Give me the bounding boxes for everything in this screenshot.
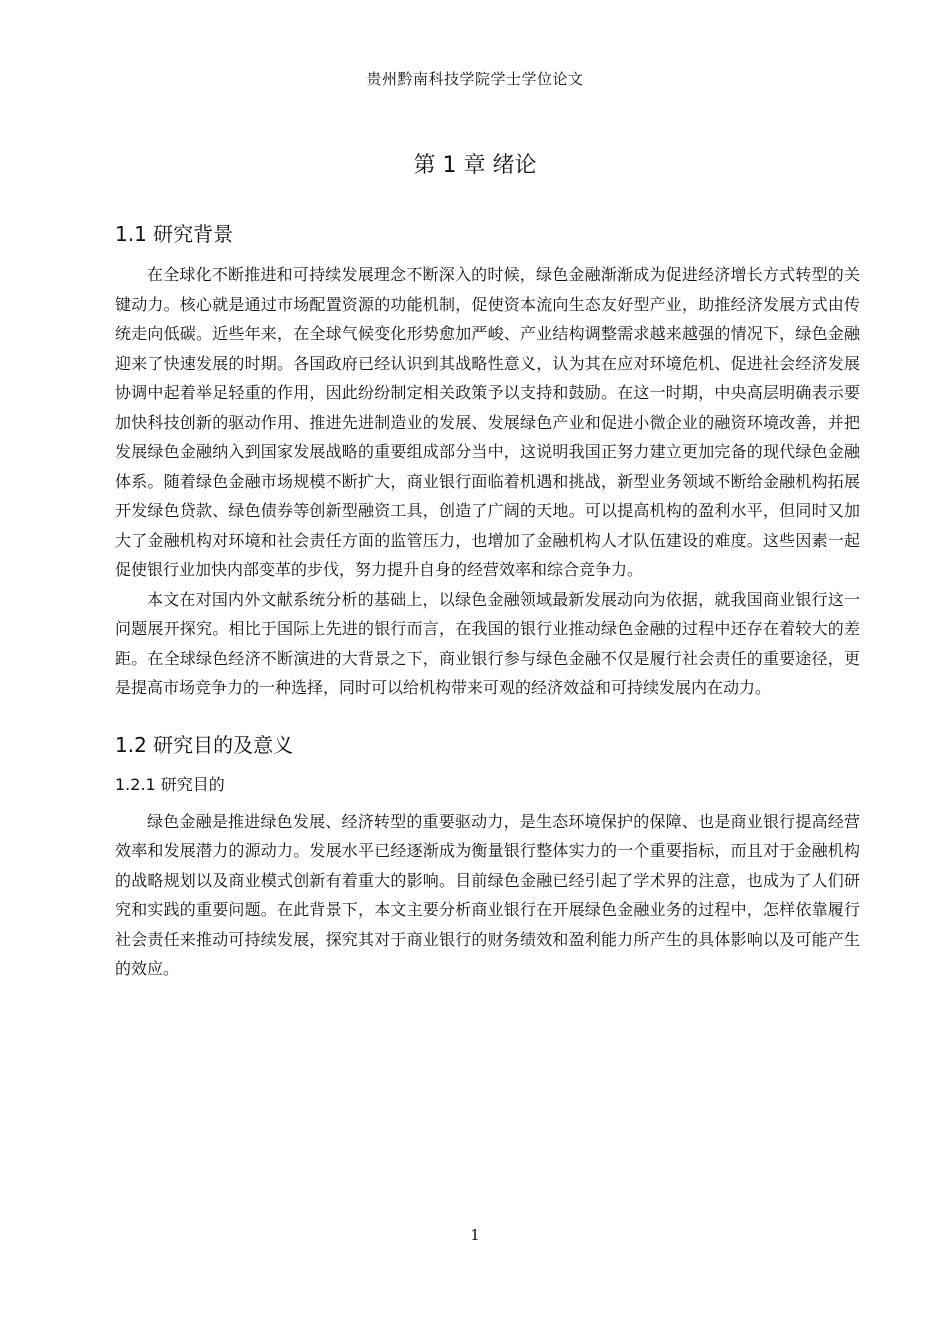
paragraph: 绿色金融是推进绿色发展、经济转型的重要驱动力，是生态环境保护的保障、也是商业银行提高经营效率和发展潜力的源动力。发展水平已经逐渐成为衡量银行整体实力的一个重要指标，而且对于金融机构的战略规划以及商业模式创新有着重大的影响。目前绿色金融已经引起了学术界的注意，也成为了人们研究和实践的重要问题。在此背景下，本文主要分析商业银行在开展绿色金融业务的过程中，怎样依靠履行社会责任来推动可持续发展，探究其对于商业银行的财务绩效和盈利能力所产生的具体影响以及可能产生的效应。 (115, 811, 860, 978)
running-header: 贵州黔南科技学院学士学位论文 (366, 70, 584, 88)
paragraph: 本文在对国内外文献系统分析的基础上，以绿色金融领域最新发展动向为依据，就我国商业银行这一问题展开探究。相比于国际上先进的银行而言，在我国的银行业推动绿色金融的过程中还存在着较大的差距。在全球绿色经济不断演进的大背景之下，商业银行参与绿色金融不仅是履行社会责任的重要途径，更是提高市场竞争力的一种选择，同时可以给机构带来可观的经济效益和可持续发展内在动力。 (115, 589, 860, 697)
chapter-title: 第 1 章 绪论 (413, 153, 537, 178)
section-heading-1-2: 1.2 研究目的及意义 (115, 732, 294, 757)
main-content (115, 218, 860, 984)
paragraph: 在全球化不断推进和可持续发展理念不断深入的时候，绿色金融渐渐成为促进经济增长方式转型的关键动力。核心就是通过市场配置资源的功能机制，促使资本流向生态友好型产业，助推经济发展方式由传统走向低碳。近些年来，在全球气候变化形势愈加严峻、产业结构调整需求越来越强的情况下，绿色金融迎来了快速发展的时期。各国政府已经认识到其战略性意义，认为其在应对环境危机、促进社会经济发展协调中起着举足轻重的作用，因此纷纷制定相关政策予以支持和鼓励。在这一时期，中央高层明确表示要加快科技创新的驱动作用、推进先进制造业的发展、发展绿色产业和促进小微企业的融资环境改善，并把发展绿色金融纳入到国家发展战略的重要组成部分当中，这说明我国正努力建立更加完备的现代绿色金融体系。随着绿色金融市场规模不断扩大，商业银行面临着机遇和挑战，新型业务领域不断给金融机构拓展开发绿色贷款、绿色债券等创新型融资工具，创造了广阔的天地。可以提高机构的盈利水平，但同时又加大了金融机构对环境和社会责任方面的监管压力，也增加了金融机构人才队伍建设的难度。这些因素一起促使银行业加快内部变革的步伐，努力提升自身的经营效率和综合竞争力。 (115, 265, 860, 579)
subsection-heading-1-2-1: 1.2.1 研究目的 (115, 774, 225, 794)
page-number: 1 (470, 1226, 480, 1244)
section-heading-1-1: 1.1 研究背景 (115, 222, 234, 246)
